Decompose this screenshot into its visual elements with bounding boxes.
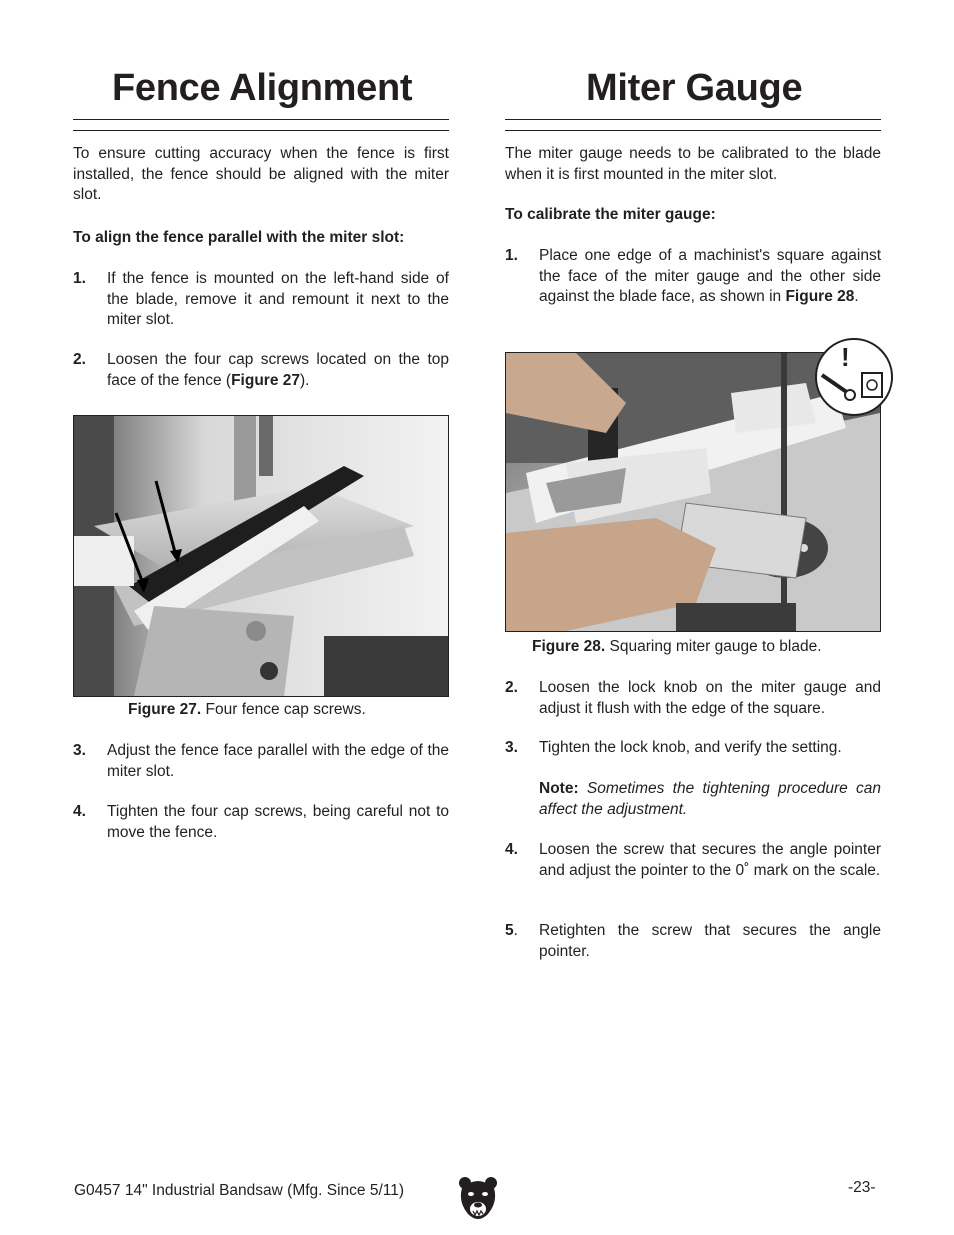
title-rule (73, 119, 449, 131)
page-number: -23- (848, 1179, 876, 1196)
warning-wrench-icon (814, 337, 898, 421)
fence-intro: To ensure cutting accuracy when the fence is first installed, the fence should be aligned with the miter slot. (73, 145, 449, 203)
bear-head-icon (458, 1176, 498, 1222)
warning-mark: ! (841, 342, 850, 372)
section-title-fence-alignment: Fence Alignment (112, 67, 413, 109)
figure-28-caption: Figure 28. Squaring miter gauge to blade. (532, 638, 822, 655)
figure-27-caption: Figure 27. Four fence cap screws. (128, 701, 366, 718)
miter-intro: The miter gauge needs to be calibrated to the blade when it is first mounted in the miter slot. (505, 145, 881, 183)
figure-27-image (73, 415, 449, 697)
figure-28-reference: Figure 28 (785, 288, 855, 305)
footer-model: G0457 14" Industrial Bandsaw (Mfg. Since 5/11) (74, 1182, 405, 1199)
fence-subheading: To align the fence parallel with the miter slot: (73, 229, 405, 246)
section-title-miter-gauge: Miter Gauge (586, 67, 803, 109)
miter-subheading: To calibrate the miter gauge: (505, 206, 716, 223)
figure-27-reference: Figure 27 (231, 371, 300, 389)
miter-note: Note: Sometimes the tightening procedure can affect the adjustment. (539, 780, 881, 818)
title-rule (505, 119, 881, 131)
